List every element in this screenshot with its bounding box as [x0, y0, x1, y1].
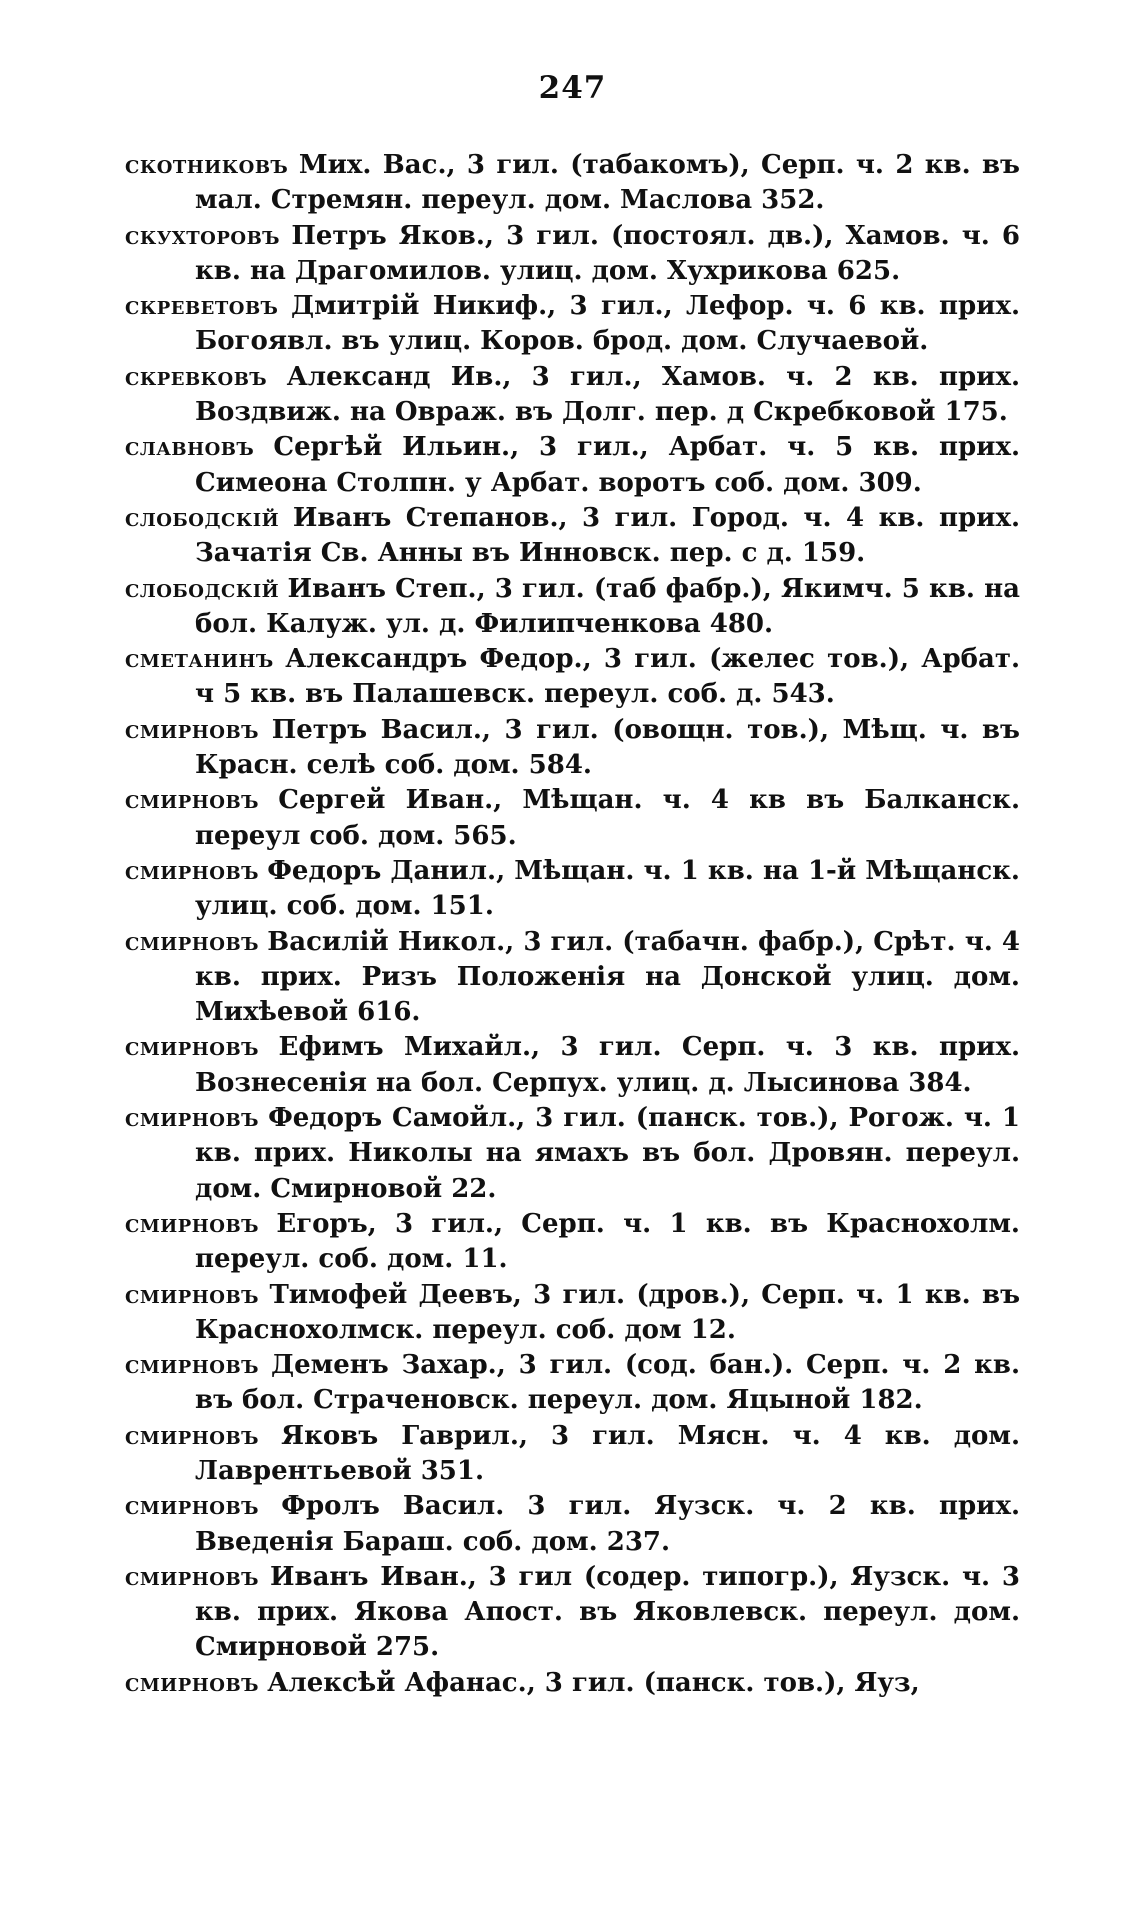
directory-entry [125, 1030, 1020, 1101]
entry-details: Алексѣй Афанас., 3 гил. (панск. тов.), Яуз, [267, 1667, 920, 1698]
entry-surname: слободскій [125, 502, 280, 533]
entry-details: Фролъ Васил. 3 гил. Яузск. ч. 2 кв. прих. Введенія Бараш. соб. дом. 237. [195, 1491, 1020, 1557]
entry-details: Деменъ Захар., 3 гил. (сод. бан.). Серп. ч. 2 кв. въ бол. Страченовск. переул. дом. Яцыной 182. [195, 1350, 1020, 1416]
entry-details: Тимофей Деевъ, 3 гил. (дров.), Серп. ч. 1 кв. въ Краснохолмск. переул. соб. дом 12. [195, 1279, 1021, 1345]
entry-surname: слободскій [125, 573, 280, 604]
entry-details: Василій Никол., 3 гил. (табачн. фабр.), Срѣт. ч. 4 кв. прих. Ризъ Положенія на Донской улиц. дом. Михѣевой 616. [195, 926, 1021, 1028]
directory-entry [125, 1278, 1020, 1349]
directory-entry [125, 219, 1020, 290]
entry-surname: смирновъ [125, 1032, 259, 1063]
directory-entry [125, 713, 1020, 784]
entry-details: Петръ Яков., 3 гил. (постоял. дв.), Хамов. ч. 6 кв. на Драгомилов. улиц. дом. Хухрикова 625. [195, 220, 1021, 286]
entry-details: Яковъ Гаврил., 3 гил. Мясн. ч. 4 кв. дом. Лаврентьевой 351. [195, 1420, 1021, 1486]
entry-surname: смирновъ [125, 855, 259, 886]
directory-entry [125, 1419, 1020, 1490]
entry-surname: смирновъ [125, 1420, 259, 1451]
entry-details: Ефимъ Михайл., 3 гил. Серп. ч. 3 кв. прих. Вознесенія на бол. Серпух. улиц. д. Лысинова 384. [195, 1032, 1020, 1098]
directory-entry [125, 289, 1020, 360]
entry-details: Егоръ, 3 гил., Серп. ч. 1 кв. въ Краснохолм. переул. соб. дом. 11. [195, 1208, 1020, 1275]
entry-surname: смирновъ [125, 1279, 259, 1310]
entry-details: Иванъ Степанов., 3 гил. Город. ч. 4 кв. прих. Зачатія Св. Анны въ Инновск. пер. с д. 159. [195, 502, 1021, 569]
entry-surname: смирновъ [125, 1103, 259, 1134]
directory-entry [125, 1207, 1020, 1278]
entry-details: Александръ Федор., 3 гил. (желес тов.), Арбат. ч 5 кв. въ Палашевск. переул. соб. д. 543. [195, 644, 1020, 710]
entry-details: Федоръ Самойл., 3 гил. (панск. тов.), Рогож. ч. 1 кв. прих. Николы на ямахъ въ бол. Дровян. переул. дом. Смирновой 22. [195, 1103, 1021, 1204]
entry-surname: смирновъ [125, 785, 259, 816]
entry-surname: смирновъ [125, 926, 259, 957]
directory-entry [125, 925, 1020, 1031]
directory-entry [125, 1348, 1020, 1419]
directory-entry [125, 501, 1020, 572]
directory-entry [125, 148, 1020, 219]
directory-entry [125, 1101, 1020, 1207]
entry-surname: сметанинъ [125, 644, 274, 675]
directory-entry [125, 642, 1020, 713]
entry-details: Федоръ Данил., Мѣщан. ч. 1 кв. на 1-й Мѣщанск. улиц. соб. дом. 151. [195, 855, 1020, 922]
entry-surname: смирновъ [125, 714, 259, 745]
directory-entry [125, 854, 1020, 925]
entry-surname: скотниковъ [125, 150, 289, 180]
directory-entry [125, 783, 1020, 854]
entry-details: Дмитрій Никиф., 3 гил., Лефор. ч. 6 кв. прих. Богоявл. въ улиц. Коров. брод. дом. Случаевой. [195, 291, 1020, 357]
entry-details: Мих. Вас., 3 гил. (табакомъ), Серп. ч. 2 кв. въ мал. Стремян. переул. дом. Маслова 352. [195, 150, 1020, 216]
entry-details: Иванъ Иван., 3 гил (содер. типогр.), Яузск. ч. 3 кв. прих. Якова Апост. въ Яковлевск. переул. дом. Смирновой 275. [195, 1561, 1020, 1663]
directory-entry [125, 1560, 1020, 1666]
directory-entry [125, 360, 1020, 431]
page-number: 247 [538, 70, 607, 106]
entry-surname: скреветовъ [125, 291, 279, 322]
directory-entries [125, 148, 1020, 1701]
entry-details: Сергѣй Ильин., 3 гил., Арбат. ч. 5 кв. прих. Симеона Столпн. у Арбат. воротъ соб. дом. 309. [195, 432, 1021, 498]
directory-entry [125, 572, 1020, 643]
entry-details: Сергей Иван., Мѣщан. ч. 4 кв въ Балканск. переул соб. дом. 565. [195, 785, 1020, 851]
entry-surname: смирновъ [125, 1208, 259, 1239]
entry-surname: славновъ [125, 432, 255, 463]
entry-details: Александ Ив., 3 гил., Хамов. ч. 2 кв. прих. Воздвиж. на Овраж. въ Долг. пер. д Скребковой 175. [195, 361, 1020, 428]
entry-surname: смирновъ [125, 1667, 259, 1698]
directory-entry [125, 430, 1020, 501]
entry-surname: скревковъ [125, 361, 268, 392]
entry-surname: смирновъ [125, 1561, 259, 1592]
entry-surname: смирновъ [125, 1491, 259, 1522]
entry-details: Иванъ Степ., 3 гил. (таб фабр.), Якимч. 5 кв. на бол. Калуж. ул. д. Филипченкова 480. [195, 573, 1020, 639]
entry-surname: смирновъ [125, 1350, 259, 1381]
directory-entry [125, 1489, 1020, 1560]
directory-entry [125, 1666, 1020, 1701]
entry-details: Петръ Васил., 3 гил. (овощн. тов.), Мѣщ. ч. въ Красн. селѣ соб. дом. 584. [195, 714, 1020, 781]
entry-surname: скухторовъ [125, 220, 280, 251]
